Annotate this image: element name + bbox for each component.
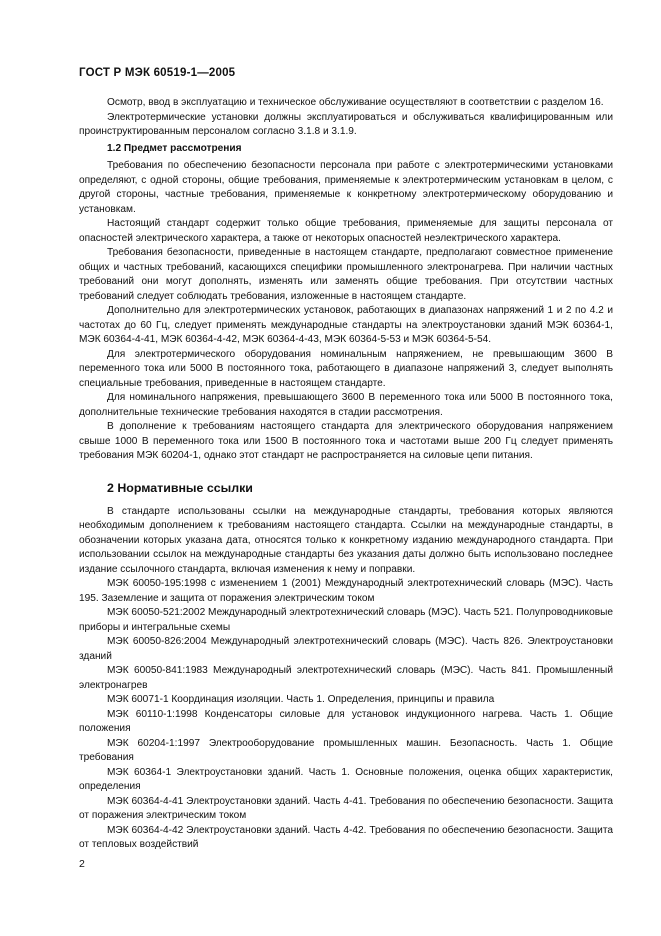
- page-number: 2: [79, 858, 85, 870]
- paragraph: В дополнение к требованиям настоящего стандарта для электрического оборудования напряжением свыше 1000 В переменного тока или 1500 В постоянного тока и частотами выше 200 Гц следует применять требования МЭК 60204-1, однако этот стандарт не распространяется на силовые цепи питания.: [79, 421, 613, 461]
- paragraph: В стандарте использованы ссылки на международные стандарты, требования которых являются необходимым дополнением к требованиям настоящего стандарта. Ссылки на международные стандарты, в обозначении которых указана дата, относятся только к конкретному изданию международного стандарта. При использовании ссылок на международные стандарты без указания даты должно быть использовано последнее издание ссылочного стандарта, включая изменения к нему и поправки.: [79, 505, 613, 575]
- paragraph: Для номинального напряжения, превышающего 3600 В переменного тока или 5000 В постоянного тока, дополнительные технические требования находятся в стадии рассмотрения.: [79, 392, 613, 418]
- reference-item: МЭК 60204-1:1997 Электрооборудование промышленных машин. Безопасность. Часть 1. Общие требования: [79, 737, 613, 763]
- reference-item: МЭК 60050-195:1998 с изменением 1 (2001) Международный электротехнический словарь (МЭС). Часть 195. Заземление и защита от поражения электрическим током: [79, 578, 613, 604]
- reference-item: МЭК 60364-1 Электроустановки зданий. Часть 1. Основные положения, оценка общих характеристик, определения: [79, 766, 613, 792]
- reference-item: МЭК 60110-1:1998 Конденсаторы силовые для установок индукционного нагрева. Часть 1. Общие положения: [79, 708, 613, 734]
- paragraph: Требования по обеспечению безопасности персонала при работе с электротермическими установками определяют, с одной стороны, общие требования, применяемые к электротермическим установкам в целом, с другой стороны, частные требования, применяемые к конкретному электротермическому оборудованию и установкам.: [79, 160, 613, 215]
- paragraph: Дополнительно для электротермических установок, работающих в диапазонах напряжений 1 и 2 по 4.2 и частотах до 60 Гц, следует применять международные стандарты на электроустановки зданий МЭК 60364-1, МЭК 60364-4-41, МЭК 60364-4-42, МЭК 60364-4-43, МЭК 60364-5-53 и МЭК 60364-5-54.: [79, 305, 613, 345]
- reference-item: МЭК 60364-4-41 Электроустановки зданий. Часть 4-41. Требования по обеспечению безопасности. Защита от поражения электрическим током: [79, 795, 613, 821]
- reference-item: МЭК 60364-4-42 Электроустановки зданий. Часть 4-42. Требования по обеспечению безопасности. Защита от тепловых воздействий: [79, 824, 613, 850]
- reference-item: МЭК 60050-521:2002 Международный электротехнический словарь (МЭС). Часть 521. Полупроводниковые приборы и интегральные схемы: [79, 607, 613, 633]
- reference-item: МЭК 60071-1 Координация изоляции. Часть 1. Определения, принципы и правила: [107, 694, 495, 705]
- reference-item: МЭК 60050-841:1983 Международный электротехнический словарь (МЭС). Часть 841. Промышленный электронагрев: [79, 665, 613, 691]
- paragraph: Настоящий стандарт содержит только общие требования, применяемые для защиты персонала от опасностей электрического характера, а также от некоторых опасностей неэлектрического характера.: [79, 218, 613, 244]
- reference-item: МЭК 60050-826:2004 Международный электротехнический словарь (МЭС). Часть 826. Электроустановки зданий: [79, 636, 613, 662]
- paragraph: Для электротермического оборудования номинальным напряжением, не превышающим 3600 В переменного тока или 5000 В постоянного тока, работающего в диапазоне напряжений 3, следует выполнять специальные требования, приведенные в настоящем стандарте.: [79, 348, 613, 389]
- document-header: ГОСТ Р МЭК 60519-1—2005: [79, 67, 236, 79]
- paragraph: Электротермические установки должны эксплуатироваться и обслуживаться квалифицированным или проинструктированным персоналом согласно 3.1.8 и 3.1.9.: [79, 111, 613, 137]
- paragraph: Осмотр, ввод в эксплуатацию и техническое обслуживание осуществляют в соответствии с разделом 16.: [107, 97, 604, 108]
- paragraph: Требования безопасности, приведенные в настоящем стандарте, предполагают совместное применение общих и частных требований, касающихся специфики промышленного электронагрева. При наличии частных требований они могут дополнять, изменять или заменять общие требования. При отсутствии частных требований следует соблюдать требования, изложенные в настоящем стандарте.: [79, 247, 613, 302]
- page-body: [79, 96, 613, 853]
- section-heading-2: 2 Нормативные ссылки: [107, 480, 253, 495]
- section-heading-1-2: 1.2 Предмет рассмотрения: [107, 142, 242, 154]
